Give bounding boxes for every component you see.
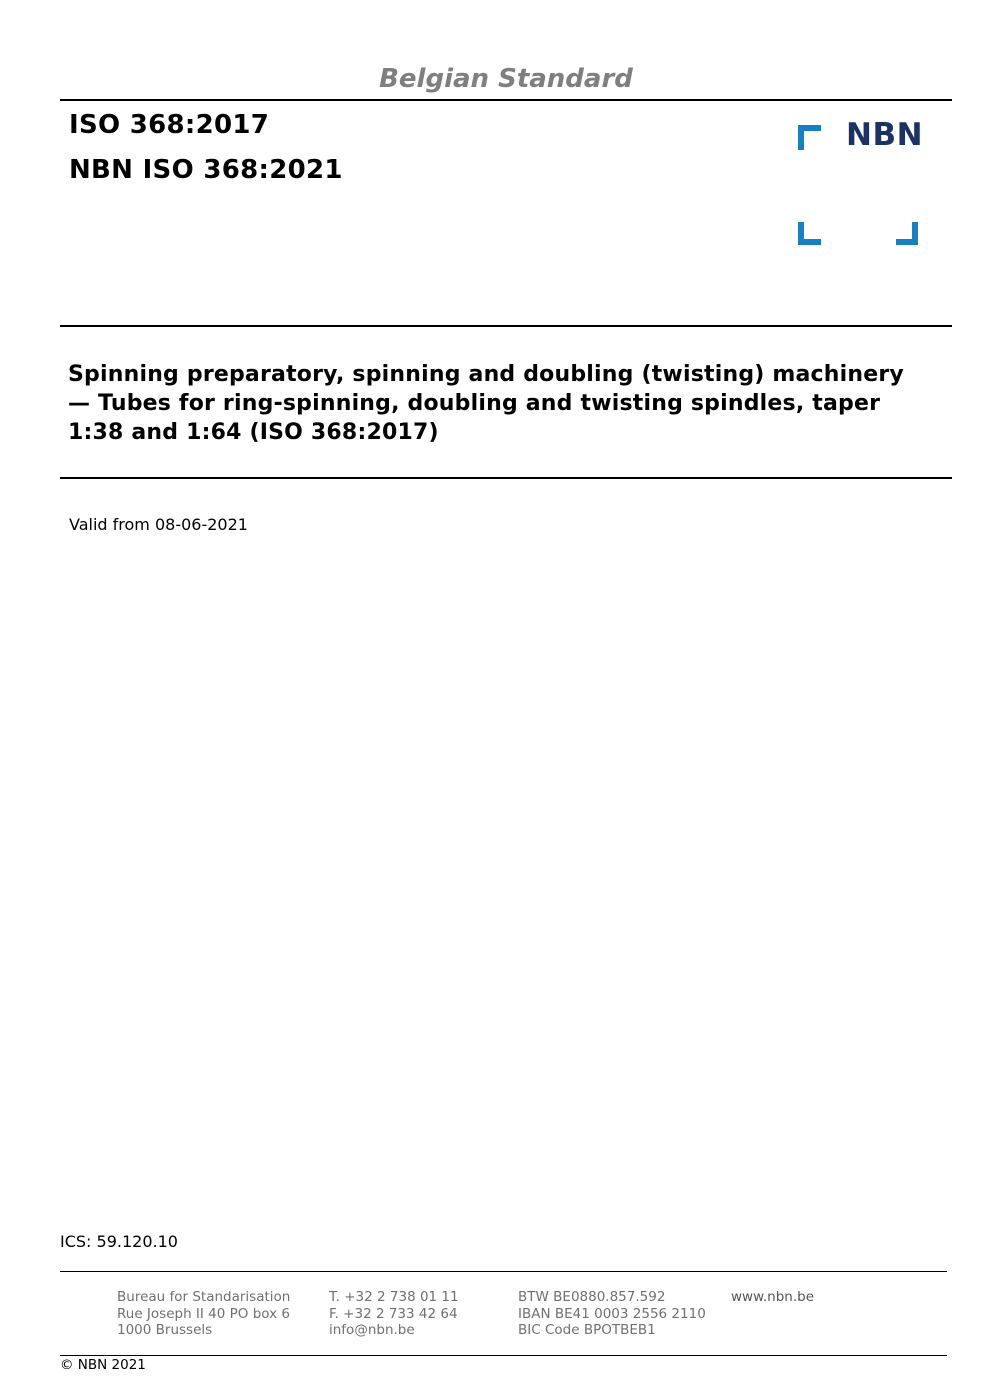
header-label: Belgian Standard [379, 64, 633, 94]
address-line: 1000 Brussels [117, 1322, 213, 1338]
title-bottom-divider [60, 477, 952, 479]
website-link[interactable]: www.nbn.be [731, 1289, 815, 1305]
iban: IBAN BE41 0003 2556 2110 [518, 1305, 706, 1322]
footer-bottom-divider [60, 1355, 947, 1356]
valid-from: Valid from 08-06-2021 [69, 515, 248, 534]
bic-code: BIC Code BPOTBEB1 [518, 1322, 656, 1338]
copyright: © NBN 2021 [60, 1357, 146, 1373]
footer-bank [518, 1289, 706, 1339]
title-line: 1:38 and 1:64 (ISO 368:2017) [68, 420, 439, 445]
phone: T. +32 2 738 01 11 [329, 1289, 459, 1305]
header-divider [60, 99, 952, 101]
fax: F. +32 2 733 42 64 [329, 1305, 458, 1322]
ics-code: ICS: 59.120.10 [60, 1232, 178, 1251]
footer-top-divider [60, 1271, 947, 1272]
footer-contact [329, 1289, 459, 1339]
footer-address [117, 1289, 290, 1339]
title-line: Spinning preparatory, spinning and doubling (twisting) machinery [68, 362, 904, 387]
nbn-standard-id: NBN ISO 368:2021 [69, 155, 343, 185]
nbn-logo-text: NBN [846, 117, 924, 153]
iso-standard-id: ISO 368:2017 [69, 110, 270, 140]
footer-website [731, 1289, 814, 1306]
title-line: — Tubes for ring-spinning, doubling and twisting spindles, taper [68, 391, 881, 416]
address-line: Rue Joseph II 40 PO box 6 [117, 1305, 290, 1322]
vat-number: BTW BE0880.857.592 [518, 1289, 666, 1305]
address-line: Bureau for Standarisation [117, 1289, 291, 1305]
email-link[interactable]: info@nbn.be [329, 1322, 415, 1338]
title-top-divider [60, 325, 952, 327]
document-title [68, 360, 948, 447]
